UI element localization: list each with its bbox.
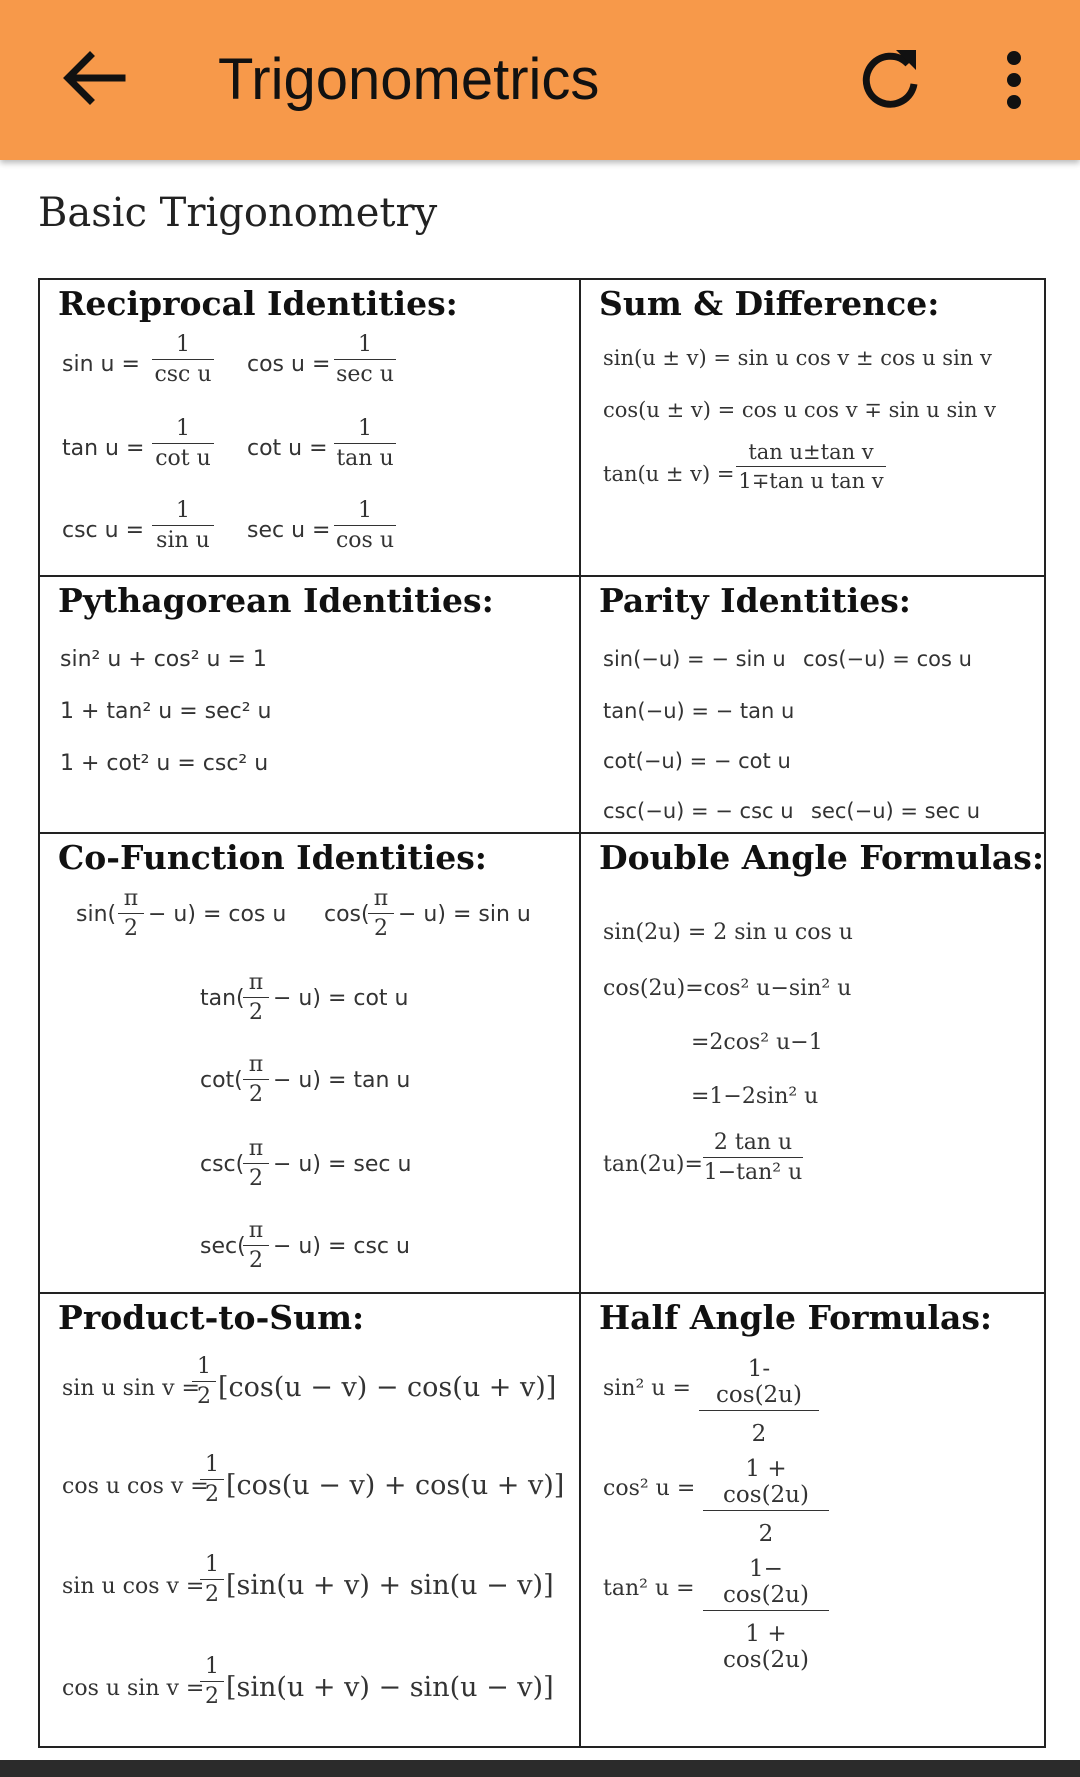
formula: tan u = — [62, 436, 145, 461]
formula: [sin(u + v) + sin(u − v)] — [226, 1570, 554, 1601]
formula: sec(−u) = sec u — [811, 799, 981, 823]
cell-title: Half Angle Formulas: — [599, 1298, 993, 1337]
fraction: $\frac{1}{\text{sin u}}$ — [152, 498, 214, 553]
formula: tan( — [200, 986, 245, 1011]
fraction: $\frac{1}{2}$ — [192, 1354, 216, 1409]
cell-title: Sum & Difference: — [599, 284, 940, 323]
double-angle-cell — [581, 834, 1048, 1292]
cell-title: Product-to-Sum: — [58, 1298, 365, 1337]
formula: − u) = cos u — [148, 902, 287, 927]
parity-cell — [581, 577, 1048, 832]
formula: cos(2u)=cos² u−sin² u — [603, 976, 852, 1001]
fraction: $\frac{1- \cos(2u)}{1 + \cos(2u)}$ — [703, 1556, 829, 1673]
formula: sin(−u) = − sin u — [603, 647, 786, 671]
reciprocal-cell — [40, 280, 579, 575]
fraction: $\frac{\pi}{2}$ — [243, 1218, 269, 1273]
fraction: $\frac{\text{2 tan u}}{\text{1−tan² u}}$ — [703, 1130, 803, 1185]
fraction: $\frac{1}{\text{cot u}}$ — [152, 416, 214, 471]
product-to-sum-cell — [40, 1294, 579, 1748]
sum-difference-cell — [581, 280, 1048, 575]
cell-title: Double Angle Formulas: — [599, 838, 1045, 877]
formula: cot(−u) = − cot u — [603, 749, 791, 773]
formula: − u) = sec u — [273, 1152, 412, 1177]
formula: sin² u + cos² u = 1 — [60, 647, 267, 672]
formula: − u) = sin u — [398, 902, 531, 927]
formula: − u) = csc u — [273, 1234, 410, 1259]
formula: sec u = — [247, 518, 331, 543]
formula: =2cos² u−1 — [691, 1030, 823, 1055]
back-arrow-icon[interactable] — [52, 36, 138, 122]
formula: cos² u = — [603, 1476, 696, 1501]
cofunction-cell — [40, 834, 579, 1292]
formula: [cos(u − v) + cos(u + v)] — [226, 1470, 565, 1501]
fraction: $\frac{\pi}{2}$ — [368, 886, 394, 941]
fraction: $\frac{1}{\text{cos u}}$ — [335, 498, 395, 553]
formula: 1 + tan² u = sec² u — [60, 699, 272, 724]
fraction: $\frac{1- \cos(2u)}{2}$ — [699, 1356, 819, 1447]
formula: 1 + cot² u = csc² u — [60, 751, 269, 776]
fraction: $\frac{\pi}{2}$ — [243, 1052, 269, 1107]
fraction: 1 csc u — [152, 332, 214, 387]
cell-title: Parity Identities: — [599, 581, 911, 620]
fraction: $\frac{\pi}{2}$ — [243, 970, 269, 1025]
formula: sec( — [200, 1234, 246, 1259]
fraction: $\frac{1}{2}$ — [200, 1452, 224, 1507]
formula: − u) = cot u — [273, 986, 409, 1011]
formula: tan² u = — [603, 1576, 695, 1601]
formula: tan(−u) = − tan u — [603, 699, 795, 723]
formula: sin(u ± v) = sin u cos v ± cos u sin v — [603, 346, 992, 370]
formula: sin u cos v = — [62, 1574, 205, 1599]
fraction: $\frac{\pi}{2}$ — [243, 1136, 269, 1191]
formula: cot u = — [247, 436, 328, 461]
formula: cos(u ± v) = cos u cos v ∓ sin u sin v — [603, 398, 997, 422]
formula: sin( — [76, 902, 117, 927]
cell-title: Reciprocal Identities: — [58, 284, 458, 323]
formula: sin u = — [62, 352, 140, 377]
app-title: Trigonometrics — [218, 47, 600, 112]
formula: cos u = — [247, 352, 331, 377]
formula: sin u sin v = — [62, 1376, 200, 1401]
formula: [sin(u + v) − sin(u − v)] — [226, 1672, 554, 1703]
page-heading: Basic Trigonometry — [38, 190, 438, 236]
fraction: $\frac{\text{tan u±tan v}}{\text{1∓tan u tan v}}$ — [736, 440, 886, 493]
fraction: 1 sec u — [334, 332, 396, 387]
formula: tan(2u)= — [603, 1152, 703, 1177]
refresh-icon[interactable] — [848, 36, 934, 122]
fraction: $\frac{\pi}{2}$ — [118, 886, 144, 941]
cell-title: Co-Function Identities: — [58, 838, 487, 877]
formula: cos u cos v = — [62, 1474, 209, 1499]
fraction: $\frac{1}{2}$ — [200, 1654, 224, 1709]
identities-table — [38, 278, 1046, 1748]
formula: sin² u = — [603, 1376, 691, 1401]
formula: cos(−u) = cos u — [803, 647, 972, 671]
formula: cot( — [200, 1068, 243, 1093]
formula: sin(2u) = 2 sin u cos u — [603, 920, 853, 945]
content-area — [0, 160, 1080, 1760]
formula: cos u sin v = — [62, 1676, 205, 1701]
formula: csc(−u) = − csc u — [603, 799, 794, 823]
system-navigation-bar — [0, 1760, 1080, 1777]
formula: csc u = — [62, 518, 145, 543]
fraction: $\frac{1}{2}$ — [200, 1552, 224, 1607]
cell-title: Pythagorean Identities: — [58, 581, 494, 620]
overflow-menu-icon[interactable] — [974, 36, 1054, 122]
pythagorean-cell — [40, 577, 579, 832]
app-bar — [0, 0, 1080, 160]
formula: csc( — [200, 1152, 245, 1177]
formula: [cos(u − v) − cos(u + v)] — [218, 1372, 557, 1403]
formula: cos( — [324, 902, 370, 927]
fraction: $\frac{1 + \cos(2u)}{2}$ — [703, 1456, 829, 1547]
formula: =1−2sin² u — [691, 1084, 819, 1109]
formula: − u) = tan u — [273, 1068, 411, 1093]
formula: tan(u ± v) = — [603, 462, 735, 486]
half-angle-cell — [581, 1294, 1048, 1748]
fraction: $\frac{1}{\text{tan u}}$ — [334, 416, 396, 471]
